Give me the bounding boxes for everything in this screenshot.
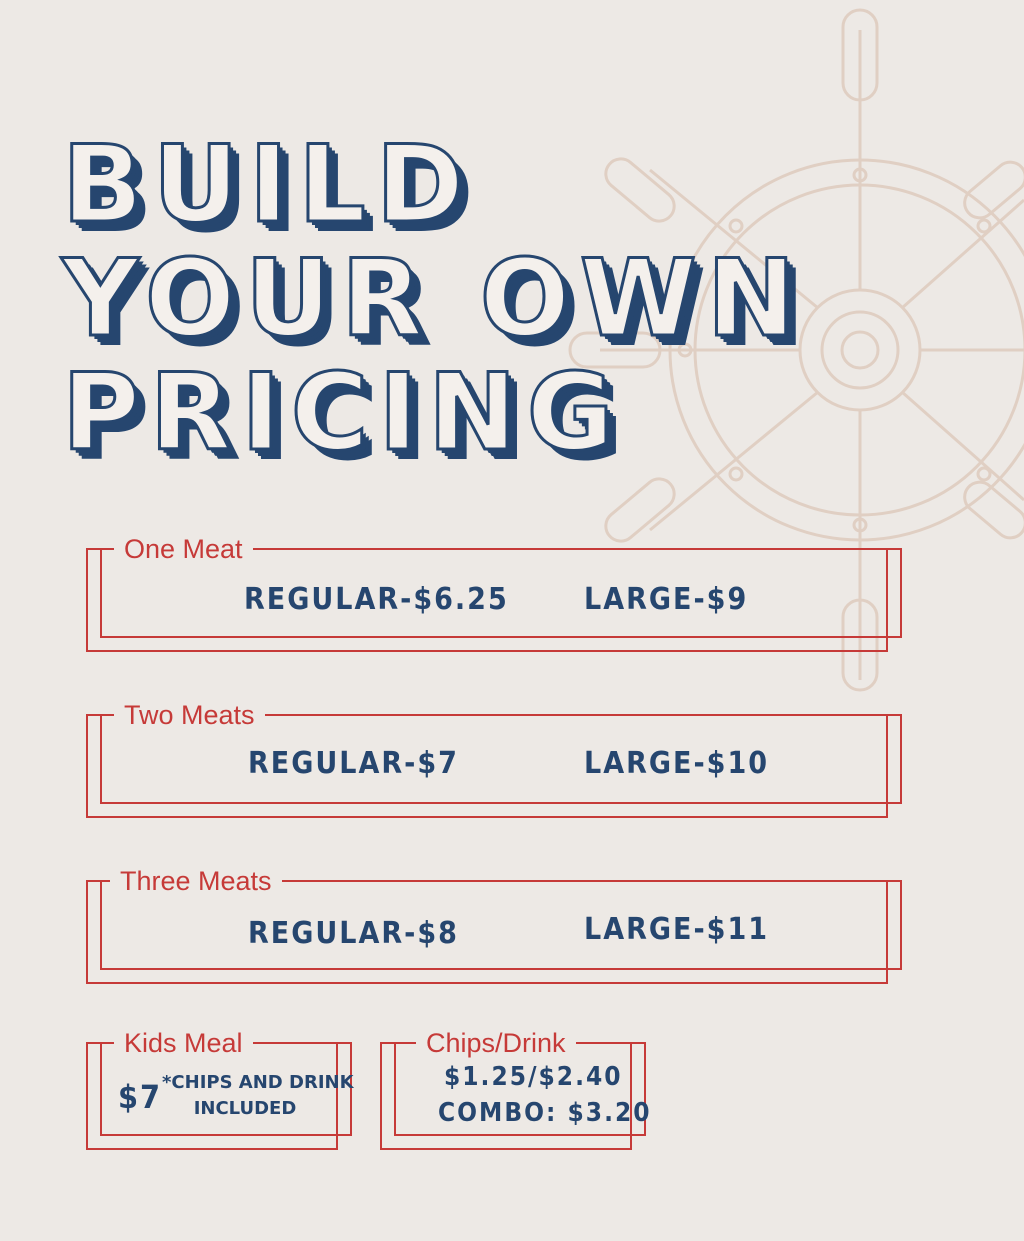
tier-label: Two Meats [124,700,255,730]
kids-meal-note-line-2: INCLUDED [193,1098,297,1119]
tier-label: Three Meats [120,866,272,896]
price-box-one-meat [86,534,902,652]
large-price: LARGE-$9 [584,582,749,617]
large-price: LARGE-$10 [584,746,770,781]
page-title [62,123,806,474]
box-label [114,1030,253,1056]
box-label [416,1030,576,1056]
price-box-three-meats [86,866,902,984]
title-line-1: BUILD [62,123,474,246]
kids-meal-note-line-1: *CHIPS AND DRINK [162,1072,354,1093]
chips-drink-price: $1.25/$2.40 [444,1062,623,1092]
box-label [114,536,253,562]
kids-meal-note [162,1072,354,1120]
regular-price: REGULAR-$7 [248,746,459,781]
regular-price: REGULAR-$8 [248,916,459,951]
box-label [110,868,282,894]
tier-label: One Meat [124,534,243,564]
kids-meal-price: $7 [118,1078,163,1116]
combo-price: COMBO: $3.20 [438,1098,652,1128]
chips-drink-label: Chips/Drink [426,1028,566,1058]
price-box-two-meats [86,700,902,818]
title-line-2: YOUR OWN [62,237,806,360]
large-price: LARGE-$11 [584,912,770,947]
regular-price: REGULAR-$6.25 [244,582,509,617]
price-box-kids-meal [86,1028,354,1150]
box-label [114,702,265,728]
price-box-chips-drink [380,1028,652,1150]
title-line-3: PRICING [62,351,624,474]
kids-meal-label: Kids Meal [124,1028,243,1058]
